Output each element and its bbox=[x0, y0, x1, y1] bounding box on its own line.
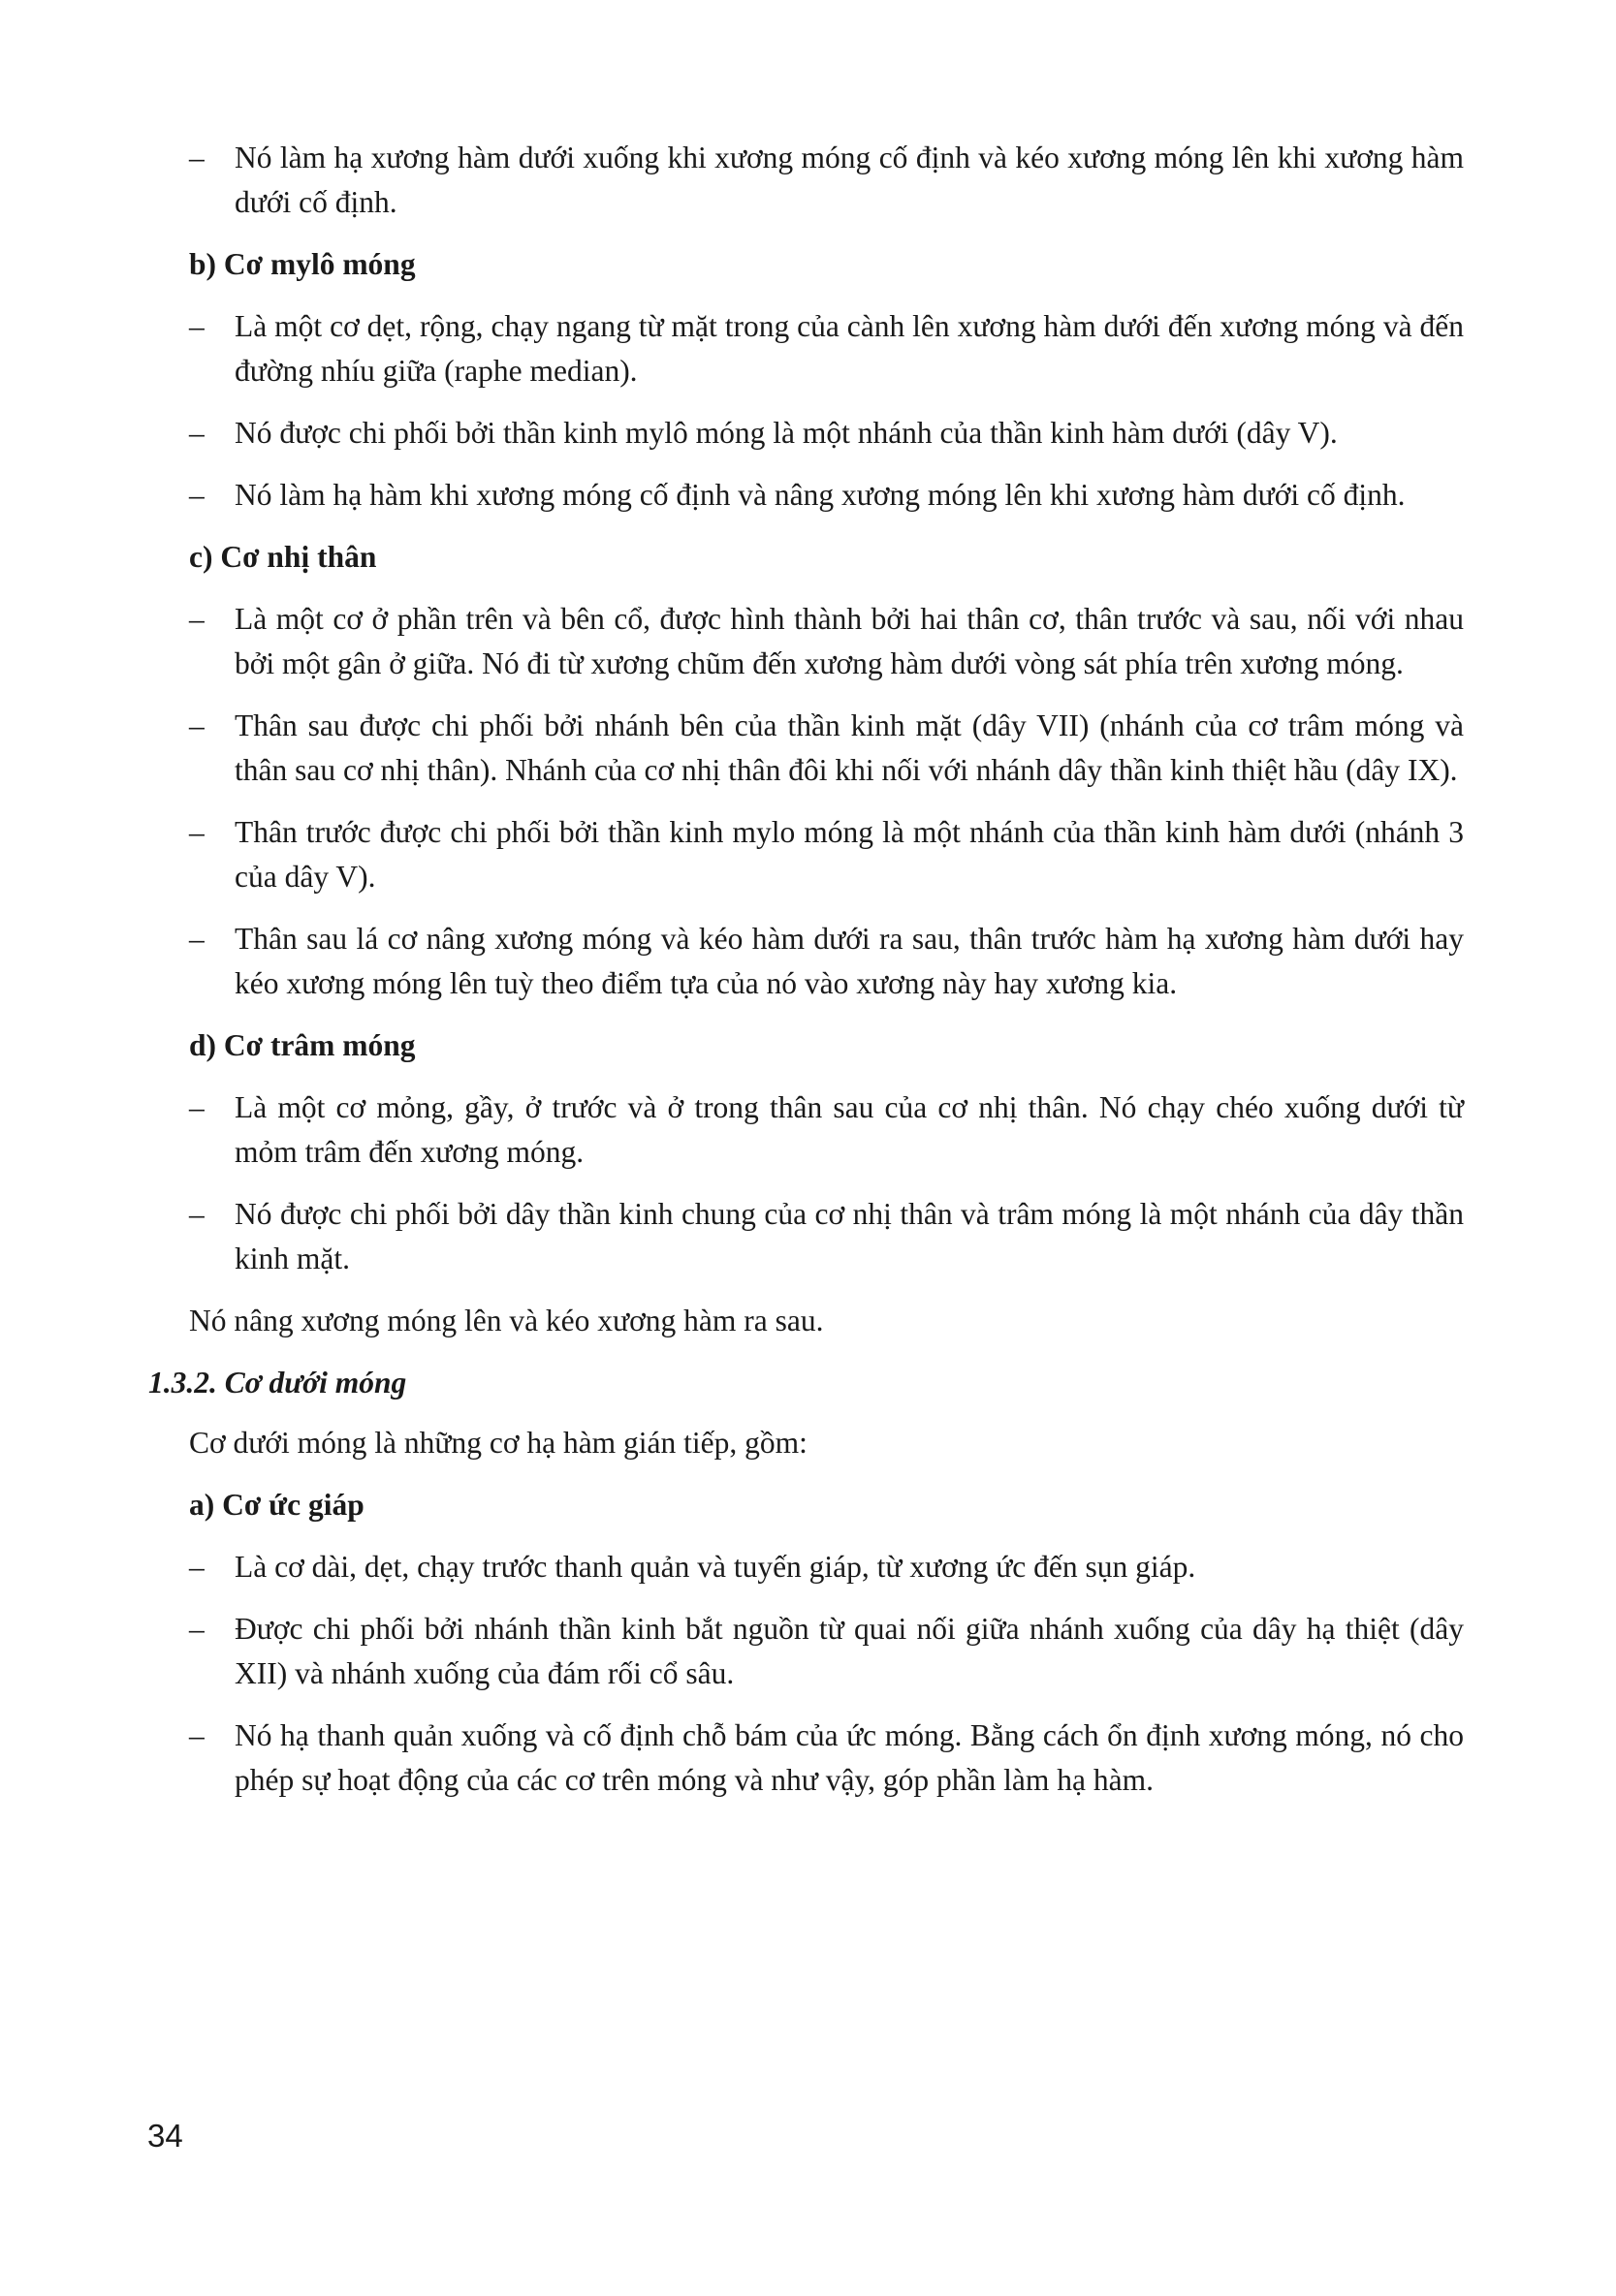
bullet-item bbox=[189, 704, 1464, 793]
subsection-heading: a) Cơ ức giáp bbox=[189, 1488, 364, 1522]
bullet-text: Thân sau lá cơ nâng xương móng và kéo hàm dưới ra sau, thân trước hàm hạ xương hàm dưới hay kéo xương móng lên tuỳ theo điểm tựa của nó vào xương này hay xương kia. bbox=[235, 922, 1464, 1000]
dash-bullet-icon: – bbox=[189, 1090, 205, 1124]
bullet-item bbox=[189, 917, 1464, 1006]
dash-bullet-icon: – bbox=[189, 1550, 205, 1584]
bullet-item bbox=[189, 1085, 1464, 1175]
dash-bullet-icon: – bbox=[189, 478, 205, 512]
dash-bullet-icon: – bbox=[189, 1197, 205, 1231]
dash-bullet-icon: – bbox=[189, 708, 205, 742]
bullet-text: Thân trước được chi phối bởi thần kinh mylo móng là một nhánh của thần kinh hàm dưới (nhánh 3 của dây V). bbox=[235, 815, 1464, 894]
dash-bullet-icon: – bbox=[189, 416, 205, 450]
bullet-text: Là một cơ mỏng, gầy, ở trước và ở trong thân sau của cơ nhị thân. Nó chạy chéo xuống dưới từ mỏm trâm đến xương móng. bbox=[235, 1090, 1464, 1169]
bullet-item bbox=[189, 1545, 1464, 1589]
page-number: 34 bbox=[147, 2118, 183, 2154]
bullet-item bbox=[189, 304, 1464, 393]
bullet-item bbox=[189, 136, 1464, 225]
dash-bullet-icon: – bbox=[189, 309, 205, 343]
paragraph: Cơ dưới móng là những cơ hạ hàm gián tiếp, gồm: bbox=[189, 1426, 808, 1460]
bullet-item bbox=[189, 810, 1464, 899]
bullet-text: Là một cơ ở phần trên và bên cổ, được hình thành bởi hai thân cơ, thân trước và sau, nối với nhau bởi một gân ở giữa. Nó đi từ xương chũm đến xương hàm dưới vòng sát phía trên xương móng. bbox=[235, 602, 1464, 680]
bullet-text: Nó được chi phối bởi dây thần kinh chung của cơ nhị thân và trâm móng là một nhánh của dây thần kinh mặt. bbox=[235, 1197, 1464, 1275]
bullet-item bbox=[189, 1714, 1464, 1803]
bullet-item bbox=[189, 597, 1464, 686]
bullet-item bbox=[189, 411, 1464, 456]
subsection-heading: d) Cơ trâm móng bbox=[189, 1028, 416, 1062]
dash-bullet-icon: – bbox=[189, 922, 205, 956]
dash-bullet-icon: – bbox=[189, 1718, 205, 1752]
bullet-text: Nó làm hạ hàm khi xương móng cố định và nâng xương móng lên khi xương hàm dưới cố định. bbox=[235, 478, 1406, 512]
dash-bullet-icon: – bbox=[189, 1612, 205, 1646]
dash-bullet-icon: – bbox=[189, 602, 205, 636]
subsection-heading: b) Cơ mylô móng bbox=[189, 247, 416, 281]
bullet-text: Được chi phối bởi nhánh thần kinh bắt nguồn từ quai nối giữa nhánh xuống của dây hạ thiệt (dây XII) và nhánh xuống của đám rối cổ sâu. bbox=[235, 1612, 1464, 1690]
bullet-text: Là cơ dài, dẹt, chạy trước thanh quản và tuyến giáp, từ xương ức đến sụn giáp. bbox=[235, 1550, 1196, 1584]
dash-bullet-icon: – bbox=[189, 815, 205, 849]
dash-bullet-icon: – bbox=[189, 141, 205, 174]
bullet-text: Là một cơ dẹt, rộng, chạy ngang từ mặt trong của cành lên xương hàm dưới đến xương móng và đến đường nhíu giữa (raphe median). bbox=[235, 309, 1464, 388]
page-content bbox=[148, 136, 1464, 1820]
bullet-item bbox=[189, 1607, 1464, 1696]
bullet-item bbox=[189, 1192, 1464, 1281]
section-heading: 1.3.2. Cơ dưới móng bbox=[148, 1366, 407, 1400]
bullet-text: Nó làm hạ xương hàm dưới xuống khi xương móng cố định và kéo xương móng lên khi xương hàm dưới cố định. bbox=[235, 141, 1464, 219]
bullet-item bbox=[189, 473, 1464, 518]
bullet-text: Nó được chi phối bởi thần kinh mylô móng là một nhánh của thần kinh hàm dưới (dây V). bbox=[235, 416, 1338, 450]
bullet-text: Nó hạ thanh quản xuống và cố định chỗ bám của ức móng. Bằng cách ổn định xương móng, nó cho phép sự hoạt động của các cơ trên móng và như vậy, góp phần làm hạ hàm. bbox=[235, 1718, 1464, 1797]
paragraph: Nó nâng xương móng lên và kéo xương hàm ra sau. bbox=[189, 1304, 824, 1337]
bullet-text: Thân sau được chi phối bởi nhánh bên của thần kinh mặt (dây VII) (nhánh của cơ trâm móng và thân sau cơ nhị thân). Nhánh của cơ nhị thân đôi khi nối với nhánh dây thần kinh thiệt hầu (dây IX). bbox=[235, 708, 1464, 787]
subsection-heading: c) Cơ nhị thân bbox=[189, 540, 377, 574]
